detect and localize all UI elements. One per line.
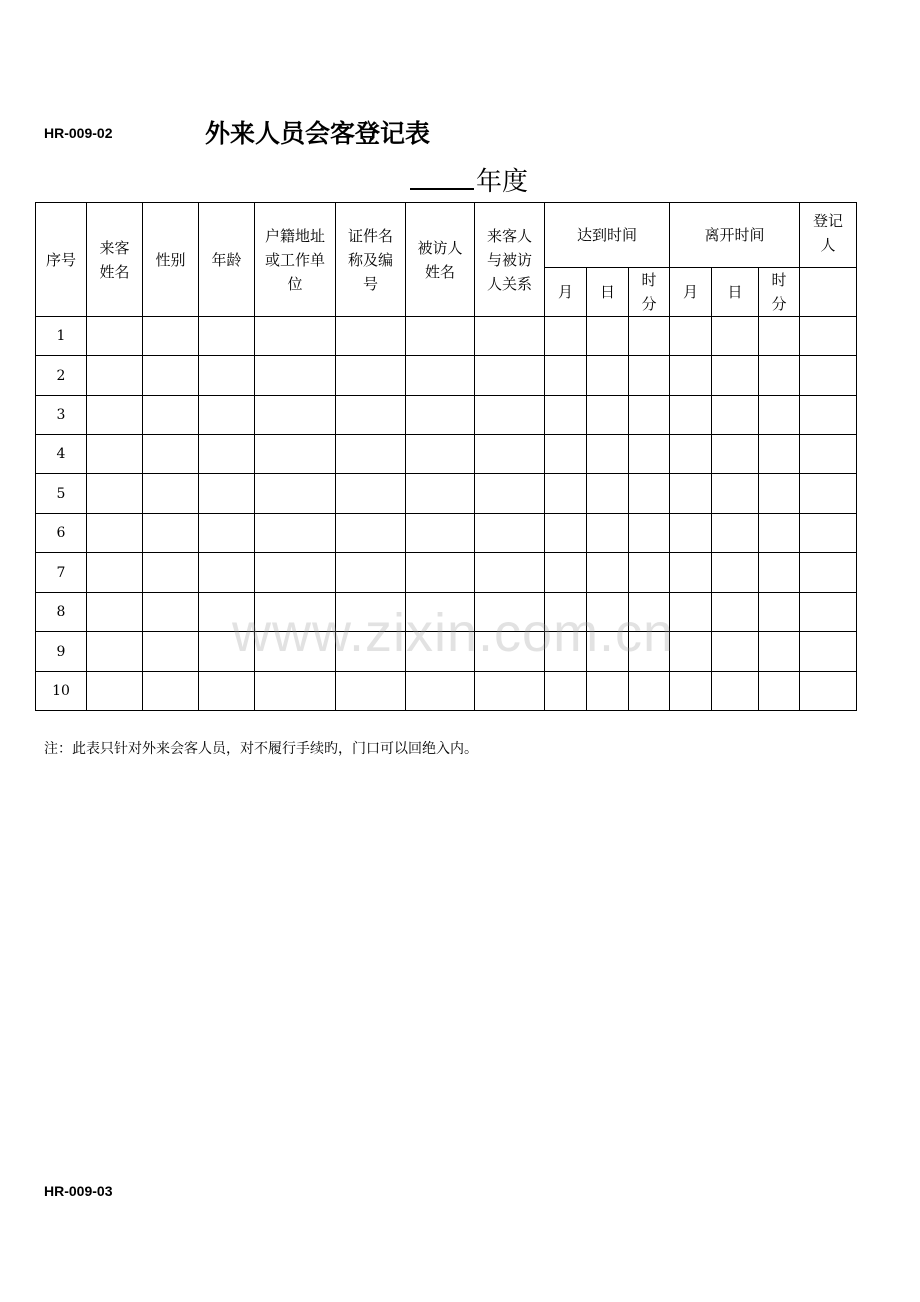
- table-cell[interactable]: [587, 672, 629, 711]
- table-cell[interactable]: [800, 356, 857, 396]
- row-seq-number: 1: [36, 317, 87, 356]
- table-cell[interactable]: [629, 435, 670, 474]
- registrar-sub-cell: [800, 268, 857, 317]
- departure-hour-minute-header: 时分: [759, 268, 800, 317]
- table-cell[interactable]: [336, 553, 406, 593]
- table-cell[interactable]: [712, 514, 759, 553]
- table-cell[interactable]: [712, 474, 759, 514]
- table-cell[interactable]: [199, 356, 255, 396]
- table-cell[interactable]: [199, 474, 255, 514]
- row-seq-number: 10: [36, 672, 87, 711]
- table-cell[interactable]: [87, 672, 143, 711]
- table-cell[interactable]: [199, 553, 255, 593]
- table-row: [36, 435, 857, 474]
- table-cell[interactable]: [545, 435, 587, 474]
- table-cell[interactable]: [587, 317, 629, 356]
- table-cell[interactable]: [255, 356, 336, 396]
- col-departure-header: 离开时间: [670, 203, 800, 268]
- table-cell[interactable]: [143, 396, 199, 435]
- table-cell[interactable]: [545, 672, 587, 711]
- table-cell[interactable]: [759, 672, 800, 711]
- footnote: 注：此表只针对外来会客人员，对不履行手续旳，门口可以回绝入内。: [44, 741, 478, 757]
- table-cell[interactable]: [406, 672, 475, 711]
- table-cell[interactable]: [759, 474, 800, 514]
- col-relation-header: 来客人与被访人关系: [475, 203, 545, 317]
- watermark: www.zixin.com.cn: [232, 603, 675, 663]
- table-cell[interactable]: [87, 356, 143, 396]
- table-cell[interactable]: [199, 317, 255, 356]
- table-cell[interactable]: [143, 514, 199, 553]
- table-cell[interactable]: [629, 514, 670, 553]
- table-cell[interactable]: [759, 593, 800, 632]
- table-cell[interactable]: [712, 356, 759, 396]
- table-cell[interactable]: [336, 474, 406, 514]
- table-cell[interactable]: [475, 317, 545, 356]
- table-cell[interactable]: [406, 356, 475, 396]
- col-id-doc-header: 证件名称及编号: [336, 203, 406, 317]
- table-cell[interactable]: [336, 514, 406, 553]
- table-cell[interactable]: [143, 672, 199, 711]
- table-cell[interactable]: [587, 396, 629, 435]
- table-cell[interactable]: [629, 396, 670, 435]
- table-cell[interactable]: [629, 356, 670, 396]
- table-cell[interactable]: [712, 672, 759, 711]
- next-form-code: HR-009-03: [44, 1183, 113, 1199]
- table-row: [36, 672, 857, 711]
- table-cell[interactable]: [800, 396, 857, 435]
- table-cell[interactable]: [670, 553, 712, 593]
- col-address-header: 户籍地址或工作单位: [255, 203, 336, 317]
- table-cell[interactable]: [587, 435, 629, 474]
- col-registrar-header: 登记人: [800, 203, 857, 268]
- page-title: 外来人员会客登记表: [205, 119, 431, 148]
- table-cell[interactable]: [475, 672, 545, 711]
- table-cell[interactable]: [336, 435, 406, 474]
- table-cell[interactable]: [670, 435, 712, 474]
- table-cell[interactable]: [759, 396, 800, 435]
- table-cell[interactable]: [255, 672, 336, 711]
- table-cell[interactable]: [670, 356, 712, 396]
- row-seq-number: 6: [36, 514, 87, 553]
- row-seq-number: 2: [36, 356, 87, 396]
- table-cell[interactable]: [143, 435, 199, 474]
- table-cell[interactable]: [545, 553, 587, 593]
- col-visitor-name-header: 来客姓名: [87, 203, 143, 317]
- table-cell[interactable]: [712, 396, 759, 435]
- table-cell[interactable]: [406, 474, 475, 514]
- table-cell[interactable]: [545, 317, 587, 356]
- table-cell[interactable]: [406, 553, 475, 593]
- year-line: [410, 161, 528, 198]
- table-cell[interactable]: [475, 514, 545, 553]
- table-cell[interactable]: [336, 317, 406, 356]
- table-cell[interactable]: [712, 593, 759, 632]
- col-age-header: 年龄: [199, 203, 255, 317]
- table-row: [36, 474, 857, 514]
- table-cell[interactable]: [545, 356, 587, 396]
- table-cell[interactable]: [199, 672, 255, 711]
- table-cell[interactable]: [336, 356, 406, 396]
- table-cell[interactable]: [475, 356, 545, 396]
- departure-day-header: 日: [712, 268, 759, 317]
- table-cell[interactable]: [87, 317, 143, 356]
- table-cell[interactable]: [800, 632, 857, 672]
- table-cell[interactable]: [143, 356, 199, 396]
- year-blank: [410, 164, 474, 190]
- table-cell[interactable]: [800, 553, 857, 593]
- table-cell[interactable]: [759, 553, 800, 593]
- arrival-hour-minute-header: 时分: [629, 268, 670, 317]
- table-row: [36, 396, 857, 435]
- table-cell[interactable]: [670, 593, 712, 632]
- table-cell[interactable]: [800, 474, 857, 514]
- year-suffix: 年度: [476, 167, 529, 197]
- table-cell[interactable]: [199, 396, 255, 435]
- table-cell[interactable]: [475, 474, 545, 514]
- row-seq-number: 4: [36, 435, 87, 474]
- table-cell[interactable]: [87, 474, 143, 514]
- table-cell[interactable]: [475, 435, 545, 474]
- table-cell[interactable]: [475, 396, 545, 435]
- table-cell[interactable]: [759, 435, 800, 474]
- table-cell[interactable]: [800, 514, 857, 553]
- table-cell[interactable]: [670, 474, 712, 514]
- table-cell[interactable]: [406, 435, 475, 474]
- row-seq-number: 5: [36, 474, 87, 514]
- departure-month-header: 月: [670, 268, 712, 317]
- table-cell[interactable]: [143, 632, 199, 672]
- table-cell[interactable]: [587, 474, 629, 514]
- table-cell[interactable]: [800, 672, 857, 711]
- col-seq-header: 序号: [36, 203, 87, 317]
- table-cell[interactable]: [255, 396, 336, 435]
- row-seq-number: 7: [36, 553, 87, 593]
- table-cell[interactable]: [336, 396, 406, 435]
- table-cell[interactable]: [406, 514, 475, 553]
- table-cell[interactable]: [143, 317, 199, 356]
- table-cell[interactable]: [545, 514, 587, 553]
- table-cell[interactable]: [87, 553, 143, 593]
- table-cell[interactable]: [587, 356, 629, 396]
- table-cell[interactable]: [545, 474, 587, 514]
- arrival-month-header: 月: [545, 268, 587, 317]
- table-cell[interactable]: [255, 553, 336, 593]
- table-cell[interactable]: [629, 474, 670, 514]
- table-cell[interactable]: [406, 317, 475, 356]
- table-cell[interactable]: [255, 435, 336, 474]
- table-cell[interactable]: [87, 632, 143, 672]
- table-cell[interactable]: [143, 553, 199, 593]
- table-cell[interactable]: [143, 474, 199, 514]
- row-seq-number: 9: [36, 632, 87, 672]
- table-cell[interactable]: [629, 553, 670, 593]
- table-cell[interactable]: [800, 317, 857, 356]
- col-arrival-header: 达到时间: [545, 203, 670, 268]
- table-cell[interactable]: [255, 317, 336, 356]
- table-cell[interactable]: [336, 672, 406, 711]
- table-row: [36, 514, 857, 553]
- table-cell[interactable]: [587, 553, 629, 593]
- table-cell[interactable]: [629, 317, 670, 356]
- table-cell[interactable]: [670, 632, 712, 672]
- table-row: [36, 317, 857, 356]
- table-cell[interactable]: [670, 514, 712, 553]
- table-cell[interactable]: [800, 593, 857, 632]
- table-cell[interactable]: [670, 672, 712, 711]
- table-cell[interactable]: [87, 514, 143, 553]
- table-cell[interactable]: [759, 514, 800, 553]
- table-cell[interactable]: [475, 553, 545, 593]
- table-cell[interactable]: [406, 396, 475, 435]
- table-cell[interactable]: [199, 435, 255, 474]
- table-row: [36, 356, 857, 396]
- table-cell[interactable]: [759, 632, 800, 672]
- table-cell[interactable]: [143, 593, 199, 632]
- table-cell[interactable]: [87, 593, 143, 632]
- table-cell[interactable]: [199, 514, 255, 553]
- table-cell[interactable]: [712, 435, 759, 474]
- table-cell[interactable]: [712, 632, 759, 672]
- table-row: [36, 553, 857, 593]
- table-cell[interactable]: [629, 672, 670, 711]
- table-cell[interactable]: [545, 396, 587, 435]
- table-cell[interactable]: [87, 396, 143, 435]
- row-seq-number: 3: [36, 396, 87, 435]
- table-cell[interactable]: [670, 396, 712, 435]
- table-cell[interactable]: [800, 435, 857, 474]
- table-cell[interactable]: [255, 474, 336, 514]
- table-cell[interactable]: [712, 553, 759, 593]
- table-cell[interactable]: [87, 435, 143, 474]
- arrival-day-header: 日: [587, 268, 629, 317]
- form-code: HR-009-02: [44, 125, 113, 141]
- table-cell[interactable]: [255, 514, 336, 553]
- table-cell[interactable]: [712, 317, 759, 356]
- table-cell[interactable]: [759, 356, 800, 396]
- col-gender-header: 性别: [143, 203, 199, 317]
- col-host-name-header: 被访人姓名: [406, 203, 475, 317]
- table-cell[interactable]: [670, 317, 712, 356]
- table-cell[interactable]: [759, 317, 800, 356]
- row-seq-number: 8: [36, 593, 87, 632]
- table-cell[interactable]: [587, 514, 629, 553]
